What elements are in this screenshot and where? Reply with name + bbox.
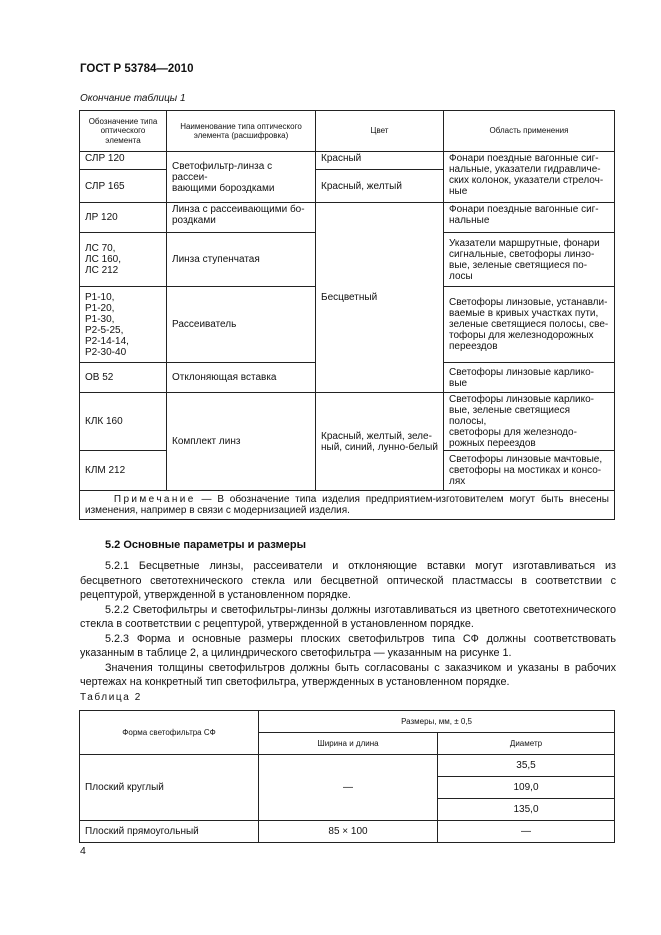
section-heading: 5.2 Основные параметры и размеры xyxy=(105,539,306,551)
table-row xyxy=(80,821,615,843)
paragraph-5-2-1: 5.2.1 Бесцветные линзы, рассеиватели и отклоняющие вставки могут изготавливаться из бесцветного светотехнического стекла или бесцветной оптической пластмассы в соответствии с рецептурой, утвержденной в установленном порядке. xyxy=(80,560,616,601)
shape-cell: Плоский круглый xyxy=(80,755,259,821)
application-cell: Указатели маршрутные, фонари сигнальные, светофоры линзо- вые, зеленые светящиеся по- лосы xyxy=(444,233,615,287)
application-cell: Светофоры линзовые мачтовые, светофоры на мостиках и консо- лях xyxy=(444,451,615,491)
code-cell: ЛС 70, ЛС 160, ЛС 212 xyxy=(80,233,167,287)
width-cell: — xyxy=(259,755,438,821)
header-application: Область применения xyxy=(444,111,615,152)
width-cell: 85 × 100 xyxy=(259,821,438,843)
application-cell: Светофоры линзовые карлико- вые xyxy=(444,363,615,393)
paragraph-thickness: Значения толщины светофильтров должны быть согласованы с заказчиком и указаны в рабочих чертежах на конкретный тип светофильтра, утвержденных в установленном порядке. xyxy=(80,661,616,688)
table-1 xyxy=(79,110,615,520)
color-cell: Красный xyxy=(316,152,444,170)
table1-note xyxy=(80,491,615,520)
paragraph-5-2-3: 5.2.3 Форма и основные размеры плоских светофильтров типа СФ должны соответствовать указанным в таблице 2, а цилиндрического светофильтра — указанным на рисунке 1. xyxy=(80,632,616,659)
note-label: Примечание xyxy=(113,494,196,505)
code-cell: СЛР 120 xyxy=(80,152,167,170)
header-shape: Форма светофильтра СФ xyxy=(80,711,259,755)
page-number: 4 xyxy=(80,845,86,857)
name-cell: Комплект линз xyxy=(167,393,316,491)
table1-caption: Окончание таблицы 1 xyxy=(80,93,186,104)
table1-note-row xyxy=(80,491,615,520)
code-cell: Р1-10, Р1-20, Р1-30, Р2-5-25, Р2-14-14, Р2-30-40 xyxy=(80,287,167,363)
code-cell: ЛР 120 xyxy=(80,203,167,233)
note-text: — В обозначение типа изделия предприятием-изготовителем могут быть внесены изменения, например в связи с модернизацией изделия. xyxy=(85,494,609,516)
table-row xyxy=(80,152,615,170)
header-diameter: Диаметр xyxy=(438,733,615,755)
diameter-cell: 135,0 xyxy=(438,799,615,821)
shape-cell: Плоский прямоугольный xyxy=(80,821,259,843)
table-row xyxy=(80,203,615,233)
table2-caption: Таблица 2 xyxy=(80,692,142,703)
header-dimensions: Размеры, мм, ± 0,5 xyxy=(259,711,615,733)
code-cell: КЛК 160 xyxy=(80,393,167,451)
name-cell: Линза ступенчатая xyxy=(167,233,316,287)
color-cell: Красный, желтый, зеле- ный, синий, лунно-белый xyxy=(316,393,444,491)
diameter-cell: 109,0 xyxy=(438,777,615,799)
table2-header-row xyxy=(80,711,615,733)
header-width-length: Ширина и длина xyxy=(259,733,438,755)
application-cell: Фонари поездные вагонные сиг- нальные, указатели гидравличе- ских колонок, указатели стрелоч- ные xyxy=(444,152,615,203)
diameter-cell: 35,5 xyxy=(438,755,615,777)
code-cell: ОВ 52 xyxy=(80,363,167,393)
name-cell: Линза с рассеивающими бо- роздками xyxy=(167,203,316,233)
table1-header-row xyxy=(80,111,615,152)
application-cell: Фонари поездные вагонные сиг- нальные xyxy=(444,203,615,233)
color-cell: Бесцветный xyxy=(316,203,444,393)
color-cell: Красный, желтый xyxy=(316,170,444,203)
code-cell: СЛР 165 xyxy=(80,170,167,203)
application-cell: Светофоры линзовые карлико- вые, зеленые светящиеся полосы, светофоры для железнодо- рожных переездов xyxy=(444,393,615,451)
name-cell: Отклоняющая вставка xyxy=(167,363,316,393)
diameter-cell: — xyxy=(438,821,615,843)
header-name: Наименование типа оптического элемента (расшифровка) xyxy=(167,111,316,152)
table-2 xyxy=(79,710,615,843)
name-cell: Рассеиватель xyxy=(167,287,316,363)
code-cell: КЛМ 212 xyxy=(80,451,167,491)
header-color: Цвет xyxy=(316,111,444,152)
table-row xyxy=(80,393,615,451)
section-body xyxy=(80,559,616,690)
table-row xyxy=(80,755,615,777)
name-cell: Светофильтр-линза с рассеи- вающими бороздками xyxy=(167,152,316,203)
header-designation: Обозначение типа оптического элемента xyxy=(80,111,167,152)
document-header: ГОСТ Р 53784—2010 xyxy=(80,63,194,75)
application-cell: Светофоры линзовые, устанавли- ваемые в кривых участках пути, зеленые светящиеся полосы, све- тофоры для железнодорожных переездов xyxy=(444,287,615,363)
paragraph-5-2-2: 5.2.2 Светофильтры и светофильтры-линзы должны изготавливаться из цветного светотехнического стекла в соответствии с рецептурой, утвержденной в установленном порядке. xyxy=(80,603,616,630)
